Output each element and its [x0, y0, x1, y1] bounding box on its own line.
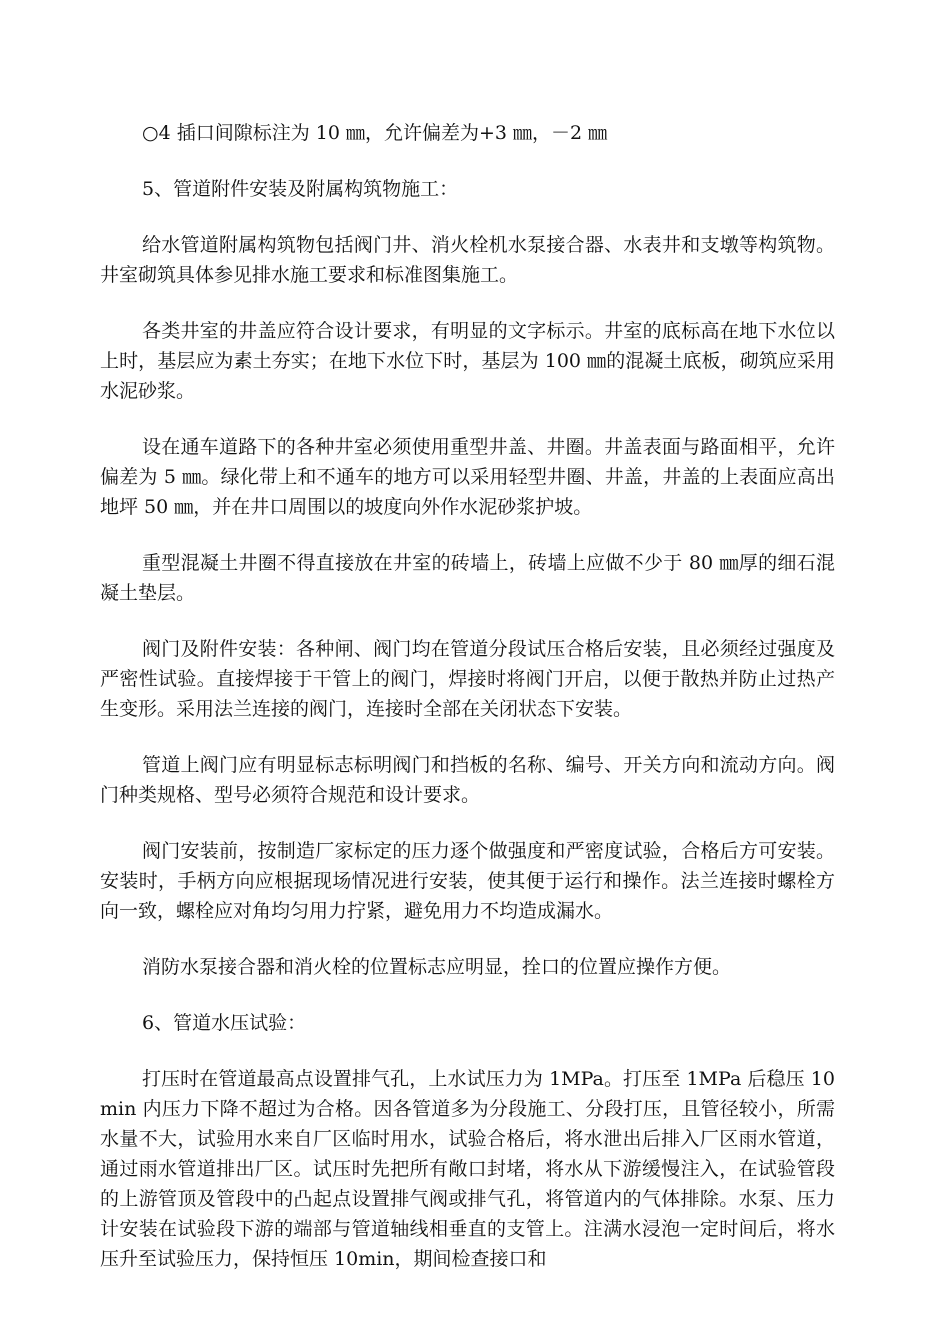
paragraph-heavy-covers: 设在通车道路下的各种井室必须使用重型井盖、井圈。井盖表面与路面相平，允许偏差为 5 ㎜。绿化带上和不通车的地方可以采用轻型井圈、井盖，井盖的上表面应高出地坪 50 ㎜，并在井口周围以的坡度向外作水泥砂浆护坡。 — [100, 436, 835, 518]
paragraph-joint-gap: ○4 插口间隙标注为 10 ㎜，允许偏差为+3 ㎜，－2 ㎜ — [142, 122, 608, 144]
paragraph-well-covers: 各类井室的井盖应符合设计要求，有明显的文字标示。井室的底标高在地下水位以上时，基层应为素土夯实；在地下水位下时，基层为 100 ㎜的混凝土底板，砌筑应采用水泥砂浆。 — [100, 320, 835, 402]
paragraph-fire-hydrant: 消防水泵接合器和消火栓的位置标志应明显，拴口的位置应操作方便。 — [142, 956, 732, 978]
section-heading-pipe-fittings: 5、管道附件安装及附属构筑物施工： — [142, 178, 459, 200]
paragraph-pressure-test-procedure: 打压时在管道最高点设置排气孔，上水试压力为 1MPa。打压至 1MPa 后稳压 10min 内压力下降不超过为合格。因各管道多为分段施工、分段打压，且管径较小，所需水量不大，试验用水来自厂区临时用水，试验合格后，将水泄出后排入厂区雨水管道，通过雨水管道排出厂区。试压时先把所有敞口封堵，将水从下游缓慢注入，在试验管段的上游管顶及管段中的凸起点设置排气阀或排气孔，将管道内的气体排除。水泵、压力计安装在试验段下游的端部与管道轴线相垂直的支管上。注满水浸泡一定时间后，将水压升至试验压力，保持恒压 10min，期间检查接口和 — [100, 1068, 835, 1270]
paragraph-valve-testing: 阀门安装前，按制造厂家标定的压力逐个做强度和严密度试验，合格后方可安装。安装时，手柄方向应根据现场情况进行安装，使其便于运行和操作。法兰连接时螺栓方向一致，螺栓应对角均匀用力拧紧，避免用力不均造成漏水。 — [100, 840, 835, 922]
paragraph-concrete-ring: 重型混凝土井圈不得直接放在井室的砖墙上，砖墙上应做不少于 80 ㎜厚的细石混凝土垫层。 — [100, 552, 835, 604]
paragraph-valve-marking: 管道上阀门应有明显标志标明阀门和挡板的名称、编号、开关方向和流动方向。阀门种类规格、型号必须符合规范和设计要求。 — [100, 754, 835, 806]
document-page — [100, 118, 835, 1300]
paragraph-auxiliary-structures: 给水管道附属构筑物包括阀门井、消火栓机水泵接合器、水表井和支墩等构筑物。井室砌筑具体参见排水施工要求和标准图集施工。 — [100, 234, 835, 286]
paragraph-valve-installation: 阀门及附件安装：各种闸、阀门均在管道分段试压合格后安装，且必须经过强度及严密性试验。直接焊接于干管上的阀门，焊接时将阀门开启，以便于散热并防止过热产生变形。采用法兰连接的阀门，连接时全部在关闭状态下安装。 — [100, 638, 835, 720]
section-heading-pressure-test: 6、管道水压试验： — [142, 1012, 307, 1034]
